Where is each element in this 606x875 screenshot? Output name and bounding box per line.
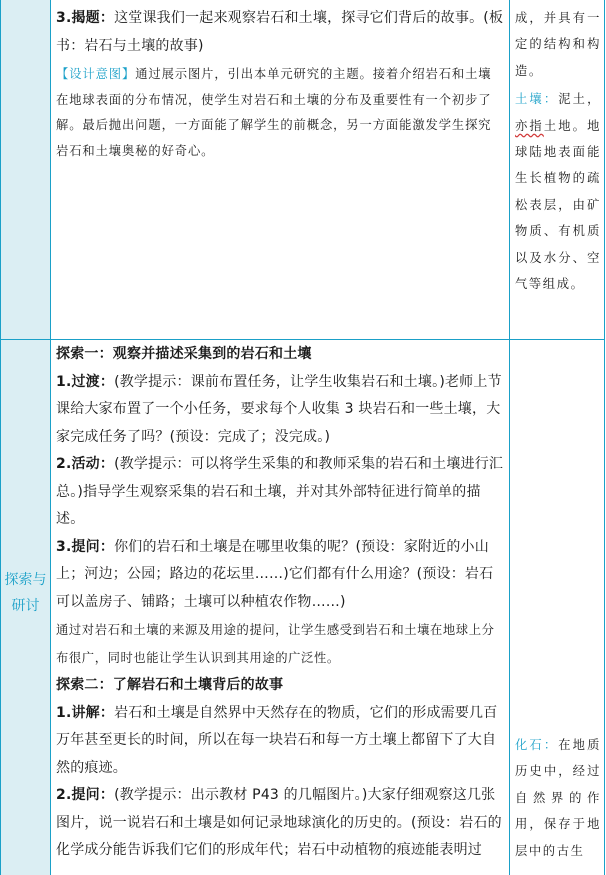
soil-term: 土壤： (515, 92, 559, 107)
question-label: 3.提问： (56, 538, 115, 555)
transition-text: (教学提示：课前布置任务，让学生收集岩石和土壤。)老师上节课给大家布置了一个小任务，要求每个人收集 3 块岩石和一些土壤，大家完成任务了吗？(预设：完成了；没完成。) (56, 373, 502, 445)
soil-definition-2: 土地。地球陆地表面能生长植物的疏松表层，由矿物质、有机质以及水分、空气等组成。 (515, 118, 601, 292)
intro-section (56, 5, 504, 164)
reveal-label: 揭题： (71, 10, 115, 26)
reveal-number: 3. (56, 10, 72, 26)
design-intent-text: 通过展示图片，引出本单元研究的主题。接着介绍岩石和土壤在地球表面的分布情况，使学生对岩石和土壤的分布及重要性有一个初步了解。最后抛出问题，一方面能了解学生的前概念，另一方面能激发学生探究岩石和土壤奥秘的好奇心。 (56, 67, 492, 158)
soil-definition (515, 86, 601, 297)
transition-paragraph (56, 369, 504, 452)
exploration-section (56, 341, 504, 865)
design-intent-tag: 【设计意图】 (56, 67, 136, 81)
design-intent-paragraph (56, 62, 504, 164)
glossary-top (515, 5, 601, 297)
explain-text: 岩石和土壤是自然界中天然存在的物质，它们的形成需要几百万年甚至更长的时间，所以在每一块岩石和每一方土壤上都留下了大自然的痕迹。 (56, 704, 498, 776)
explain-paragraph (56, 700, 504, 783)
soil-definition-wavy: 亦指 (515, 118, 544, 133)
glossary-bottom (515, 732, 601, 864)
table-border-right (604, 0, 605, 875)
transition-label: 1.过渡： (56, 373, 115, 390)
question-two-paragraph (56, 782, 504, 865)
question-two-label: 2.提问： (56, 787, 115, 803)
question-note: 通过对岩石和土壤的来源及用途的提问，让学生感受到岩石和土壤在地球上分布很广，同时也能让学生认识到其用途的广泛性。 (56, 623, 495, 665)
question-paragraph (56, 534, 504, 617)
explore-one-title: 探索一：观察并描述采集到的岩石和土壤 (56, 346, 312, 362)
fossil-term: 化石： (515, 738, 559, 752)
table-row-divider (0, 339, 605, 340)
rock-definition-tail: 成，并具有一定的结构和构造。 (515, 11, 601, 78)
reveal-text: 这堂课我们一起来观察岩石和土壤，探寻它们背后的故事。(板书：岩石与土壤的故事) (56, 10, 504, 54)
explore-two-title: 探索二：了解岩石和土壤背后的故事 (56, 677, 284, 693)
activity-paragraph (56, 451, 504, 534)
table-border-notes (509, 0, 510, 875)
reveal-topic-paragraph (56, 5, 504, 60)
table-border-left (0, 0, 1, 875)
explain-label: 1.讲解： (56, 704, 115, 721)
activity-text: (教学提示：可以将学生采集的和教师采集的岩石和土壤进行汇总。)指导学生观察采集的岩石和土壤，并对其外部特征进行简单的描述。 (56, 456, 504, 527)
question-two-text: (教学提示：出示教材 P43 的几幅图片。)大家仔细观察这几张图片，说一说岩石和土壤是如何记录地球演化的历史的。(预设：岩石的化学成分能告诉我们它们的形成年代；岩石中动植物的痕迹能表明过 (56, 787, 502, 858)
soil-definition-1: 泥土， (558, 92, 601, 107)
table-border-stage (50, 0, 51, 875)
fossil-definition-text: 在地质历史中，经过自然界的作用，保存于地层中的古生 (515, 738, 601, 858)
stage-label: 探索与研讨 (4, 572, 47, 614)
fossil-definition (515, 732, 601, 864)
activity-label: 2.活动： (56, 456, 115, 472)
left-column-cell-top (1, 0, 50, 339)
question-text: 你们的岩石和土壤是在哪里收集的呢？(预设：家附近的小山上；河边；公园；路边的花坛里……)它们都有什么用途？(预设：岩石可以盖房子、铺路；土壤可以种植农作物……) (56, 538, 494, 610)
